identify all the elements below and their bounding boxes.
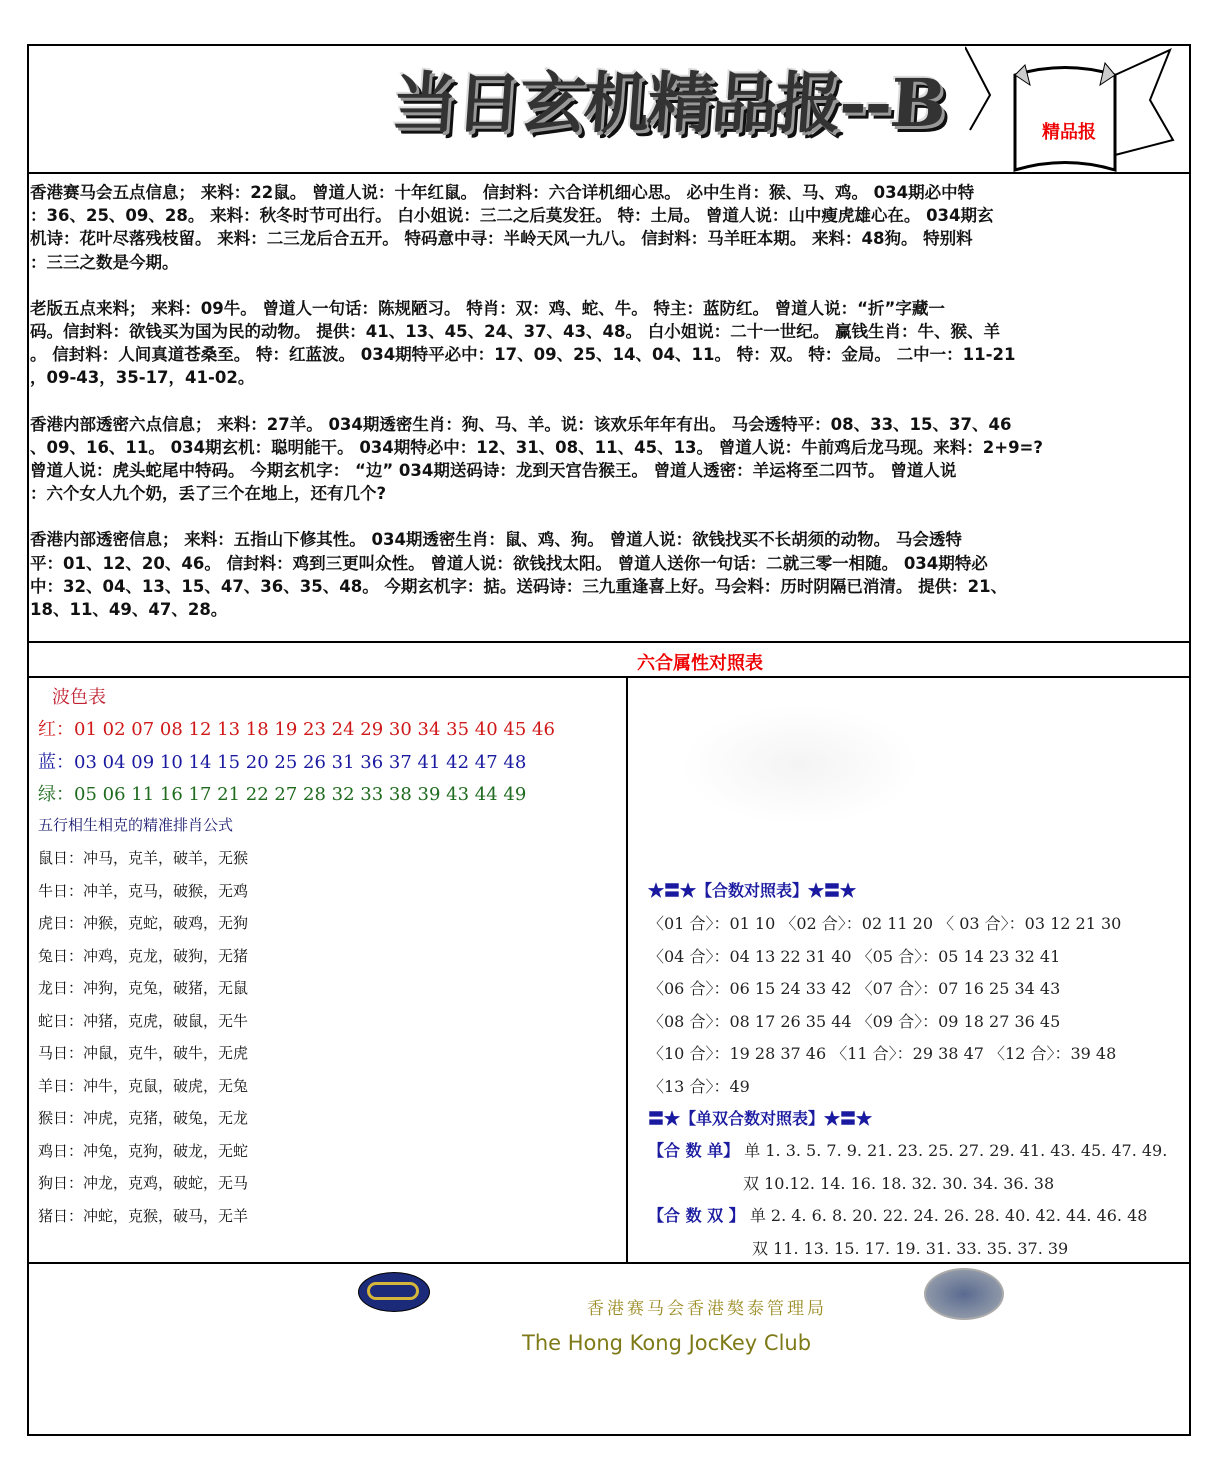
heshu-row: 〈10 合〉：19 28 37 46 〈11 合〉：29 38 47 〈12 合〉：39 48 xyxy=(648,1044,1117,1063)
even-row xyxy=(648,1203,1147,1226)
wuxing-row: 狗日：冲龙，克鸡，破蛇，无马 xyxy=(38,1174,249,1192)
wuxing-row: 马日：冲鼠，克牛，破牛，无虎 xyxy=(38,1044,249,1062)
divider xyxy=(27,1262,1189,1264)
wuxing-row: 鸡日：冲兔，克狗，破龙，无蛇 xyxy=(38,1141,249,1160)
jockey-club-logo-icon xyxy=(358,1272,430,1312)
paragraph-line: 香港内部透密六点信息； 来料：27羊。 034期透密生肖：狗、马、羊。说：该欢乐年年有出。 马会透特平：08、33、15、37、46 xyxy=(30,414,1012,434)
wuxing-row: 兔日：冲鸡，克龙，破狗，无猪 xyxy=(38,946,249,965)
divider xyxy=(27,641,1189,643)
wuxing-title: 五行相生相克的精准排肖公式 xyxy=(38,816,234,834)
wave-title: 波色表 xyxy=(52,687,106,708)
info-paragraph xyxy=(30,528,1188,621)
odd-shuang: 双 10.12. 14. 16. 18. 32. 30. 34. 36. 38 xyxy=(743,1174,1055,1193)
heshu-row: 〈08 合〉：08 17 26 35 44 〈09 合〉：09 18 27 36 45 xyxy=(648,1011,1061,1031)
info-paragraph xyxy=(30,413,1188,506)
paragraph-line: 曾道人说：虎头蛇尾中特码。 今期玄机字： “边” 034期送码诗：龙到天宫告猴王。 曾道人透密：羊运将至二四节。 曾道人说 xyxy=(30,461,957,481)
wuxing-row: 龙日：冲狗，克兔，破猪，无鼠 xyxy=(38,979,249,997)
wuxing-row: 蛇日：冲猪，克虎，破鼠，无牛 xyxy=(38,1011,249,1030)
paragraph-line: 香港赛马会五点信息； 来料：22鼠。 曾道人说：十年红鼠。 信封料：六合详机细心思。 必中生肖：猴、马、鸡。 034期必中特 xyxy=(30,183,975,202)
column-divider xyxy=(626,676,628,1262)
ribbon-label: 精品报 xyxy=(1042,122,1096,143)
wuxing-row: 猪日：冲蛇，克猴，破马，无羊 xyxy=(38,1206,249,1225)
wuxing-row: 牛日：冲羊，克马，破猴，无鸡 xyxy=(38,881,249,900)
even-shuang: 双 11. 13. 15. 17. 19. 31. 33. 35. 37. 39 xyxy=(752,1239,1069,1258)
wave-red: 红：01 02 07 08 12 13 18 19 23 24 29 30 34 35 40 45 46 xyxy=(38,719,555,740)
heshu-row: 〈01 合〉：01 10 〈02 合〉：02 11 20 〈 03 合〉：03 12 21 30 xyxy=(648,914,1122,933)
even-label: 【合 数 双 】 xyxy=(648,1206,745,1225)
heshu-title: ★〓★【合数对照表】★〓★ xyxy=(648,881,857,900)
paragraph-line: 、09、16、11。 034期玄机：聪明能干。 034期特必中：12、31、08、11、45、13。 曾道人说：牛前鸡后龙马现。来料：2+9=? xyxy=(30,437,1043,457)
section-title: 六合属性对照表 xyxy=(637,653,763,674)
heshu-row: 〈04 合〉：04 13 22 31 40 〈05 合〉：05 14 23 32 41 xyxy=(648,946,1061,966)
paragraph-line: 机诗：花叶尽落残枝留。 来料：二三龙后合五开。 特码意中寻：半岭天风一九八。 信封料：马羊旺本期。 来料：48狗。 特别料 xyxy=(30,229,973,249)
heshu-row: 〈13 合〉：49 xyxy=(648,1076,750,1096)
wave-green: 绿：05 06 11 16 17 21 22 27 28 32 33 38 39 43 44 49 xyxy=(38,784,527,805)
paragraph-line: 码。信封料：欲钱买为国为民的动物。 提供：41、13、45、24、37、43、48。 白小姐说：二十一世纪。 赢钱生肖：牛、猴、羊 xyxy=(30,322,1000,342)
dan-shuang-title: 〓★【单双合数对照表】★〓★ xyxy=(648,1109,873,1128)
faded-image xyxy=(680,705,920,825)
wuxing-row: 虎日：冲猴，克蛇，破鸡，无狗 xyxy=(38,914,249,932)
club-name-en: The Hong Kong JocKey Club xyxy=(522,1331,812,1355)
even-dan: 单 2. 4. 6. 8. 20. 22. 24. 26. 28. 40. 42. 44. 46. 48 xyxy=(749,1206,1148,1225)
odd-dan: 单 1. 3. 5. 7. 9. 21. 23. 25. 27. 29. 41. 43. 45. 47. 49. xyxy=(744,1141,1168,1160)
club-name-cn: 香港赛马会香港獒泰管理局 xyxy=(587,1299,827,1319)
odd-label: 【合 数 单】 xyxy=(648,1141,740,1160)
paragraph-line: ：36、25、09、28。 来料：秋冬时节可出行。 白小姐说：三二之后莫发狂。 特：土局。 曾道人说：山中瘦虎雄心在。 034期玄 xyxy=(30,206,994,226)
odd-row xyxy=(648,1138,1167,1161)
divider xyxy=(27,676,1189,678)
banner-title: 当日玄机精品报--B xyxy=(388,64,947,142)
paragraph-line: 平：01、12、20、46。 信封料：鸡到三更叫众性。 曾道人说：欲钱找太阳。 曾道人送你一句话：二就三零一相随。 034期特必 xyxy=(30,553,988,573)
ribbon-icon xyxy=(965,45,1175,173)
paragraph-line: ：三三之数是今期。 xyxy=(30,252,179,272)
paragraph-line: 18、11、49、47、28。 xyxy=(30,600,228,620)
paragraph-line: 香港内部透密信息； 来料：五指山下修其性。 034期透密生肖：鼠、鸡、狗。 曾道人说：欲钱找买不长胡须的动物。 马会透特 xyxy=(30,530,962,550)
wave-blue: 蓝：03 04 09 10 14 15 20 25 26 31 36 37 41 42 47 48 xyxy=(38,752,527,773)
wuxing-row: 猴日：冲虎，克猪，破兔，无龙 xyxy=(38,1109,249,1127)
paragraph-line: ，09-43，35-17，41-02。 xyxy=(30,368,255,388)
info-paragraph xyxy=(30,181,1188,274)
paragraph-line: ：六个女人九个奶，丢了三个在地上，还有几个? xyxy=(30,484,387,504)
divider xyxy=(27,172,1189,174)
info-paragraph xyxy=(30,297,1188,390)
paragraph-line: 中：32、04、13、15、47、36、35、48。 今期玄机字：掂。送码诗：三九重逢喜上好。马会料：历时阴隔已消清。 提供：21、 xyxy=(30,576,1008,596)
paragraph-line: 老版五点来料； 来料：09牛。 曾道人一句话：陈规陋习。 特肖：双：鸡、蛇、牛。 特主：蓝防红。 曾道人说：“折”字藏一 xyxy=(30,298,945,318)
wuxing-row: 羊日：冲牛，克鼠，破虎，无兔 xyxy=(38,1076,249,1095)
wuxing-row: 鼠日：冲马，克羊，破羊，无猴 xyxy=(38,849,249,867)
info-paragraphs xyxy=(30,181,1188,644)
heshu-row: 〈06 合〉：06 15 24 33 42 〈07 合〉：07 16 25 34 43 xyxy=(648,979,1061,998)
horse-emblem-icon xyxy=(924,1268,1004,1320)
paragraph-line: 。 信封料：人间真道苍桑至。 特：红蓝波。 034期特平必中：17、09、25、14、04、11。 特：双。 特：金局。 二中一：11-21 xyxy=(30,345,1016,365)
